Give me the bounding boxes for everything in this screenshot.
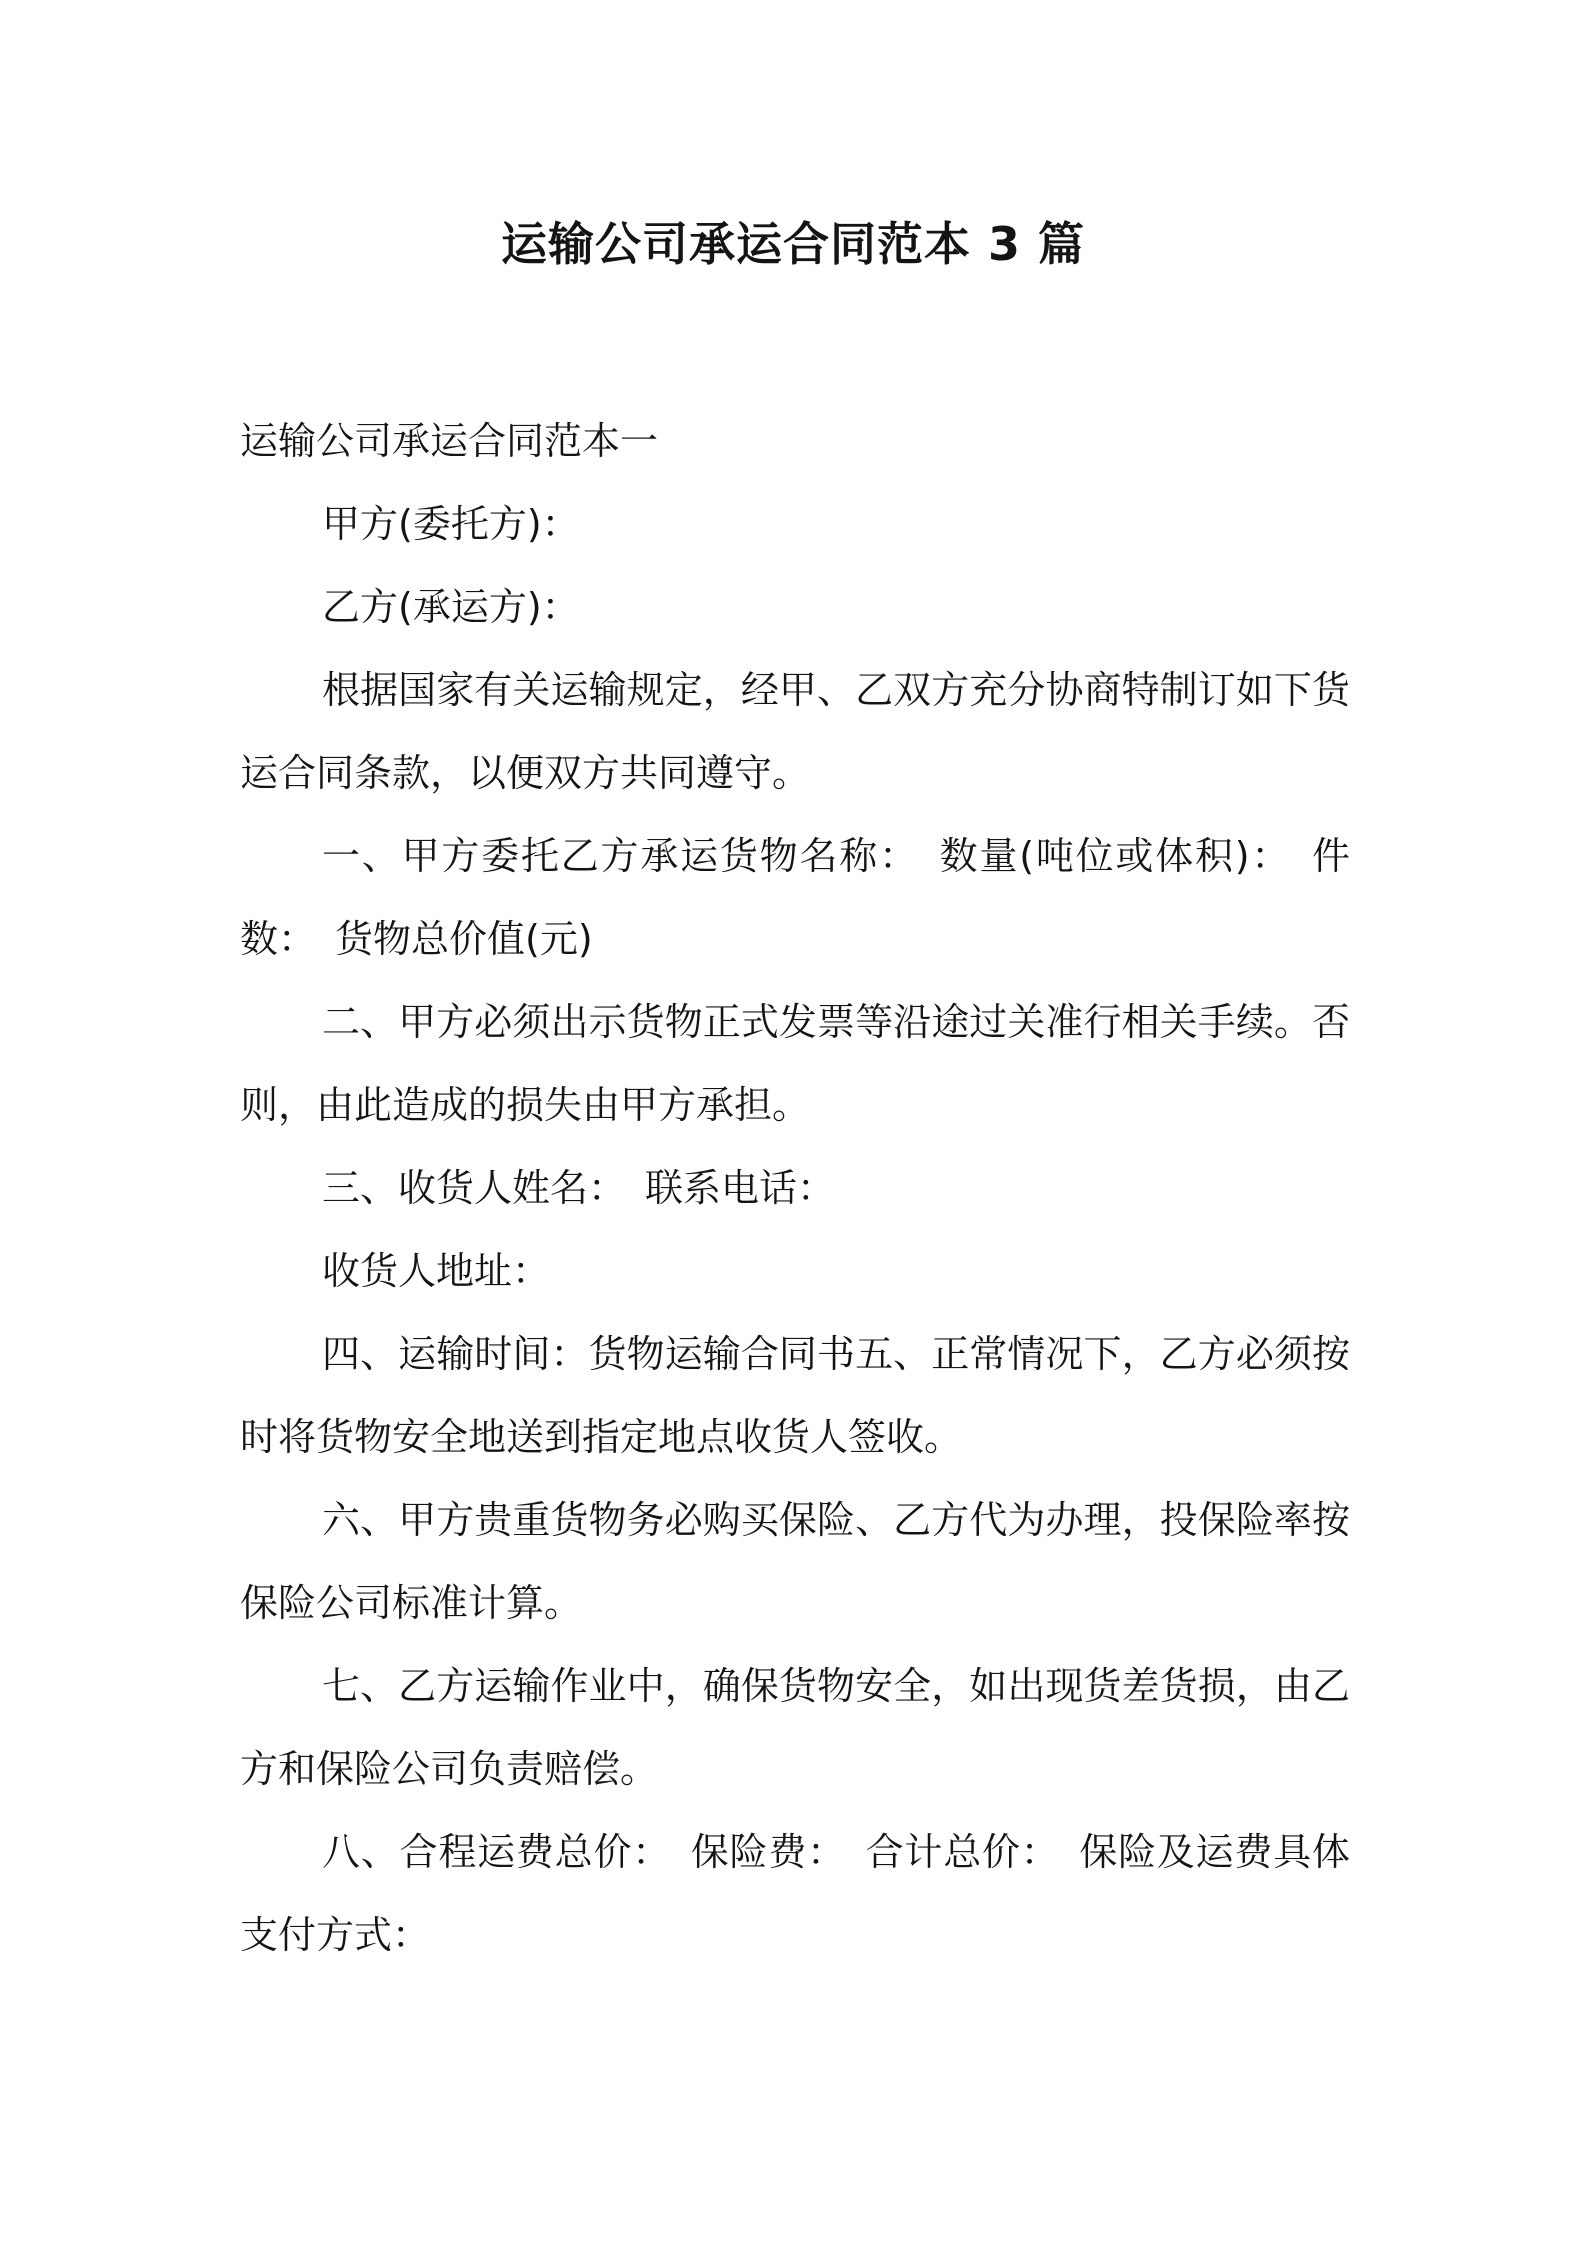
clause-4-5: 四、运输时间：货物运输合同书五、正常情况下，乙方必须按时将货物安全地送到指定地点收货人签收。	[240, 1332, 1350, 1459]
clause-6: 六、甲方贵重货物务必购买保险、乙方代为办理，投保险率按保险公司标准计算。	[240, 1498, 1350, 1625]
document-title: 运输公司承运合同范本 3 篇	[500, 217, 1086, 271]
clause-8: 八、合程运费总价： 保险费： 合计总价： 保险及运费具体支付方式：	[240, 1830, 1350, 1957]
consignee-address-line: 收货人地址：	[322, 1249, 551, 1293]
preamble-paragraph: 根据国家有关运输规定，经甲、乙双方充分协商特制订如下货运合同条款，以便双方共同遵守。	[240, 668, 1350, 795]
section-heading: 运输公司承运合同范本一	[240, 419, 659, 463]
party-b-line: 乙方(承运方)：	[322, 585, 580, 629]
clause-2: 二、甲方必须出示货物正式发票等沿途过关准行相关手续。否则，由此造成的损失由甲方承担。	[240, 1000, 1350, 1127]
clause-3: 三、收货人姓名： 联系电话：	[322, 1166, 836, 1210]
party-a-line: 甲方(委托方)：	[322, 502, 580, 546]
clause-1: 一、甲方委托乙方承运货物名称： 数量(吨位或体积)： 件数： 货物总价值(元)	[240, 834, 1350, 961]
clause-7: 七、乙方运输作业中，确保货物安全，如出现货差货损，由乙方和保险公司负责赔偿。	[240, 1664, 1350, 1791]
document-body	[240, 400, 1350, 1977]
